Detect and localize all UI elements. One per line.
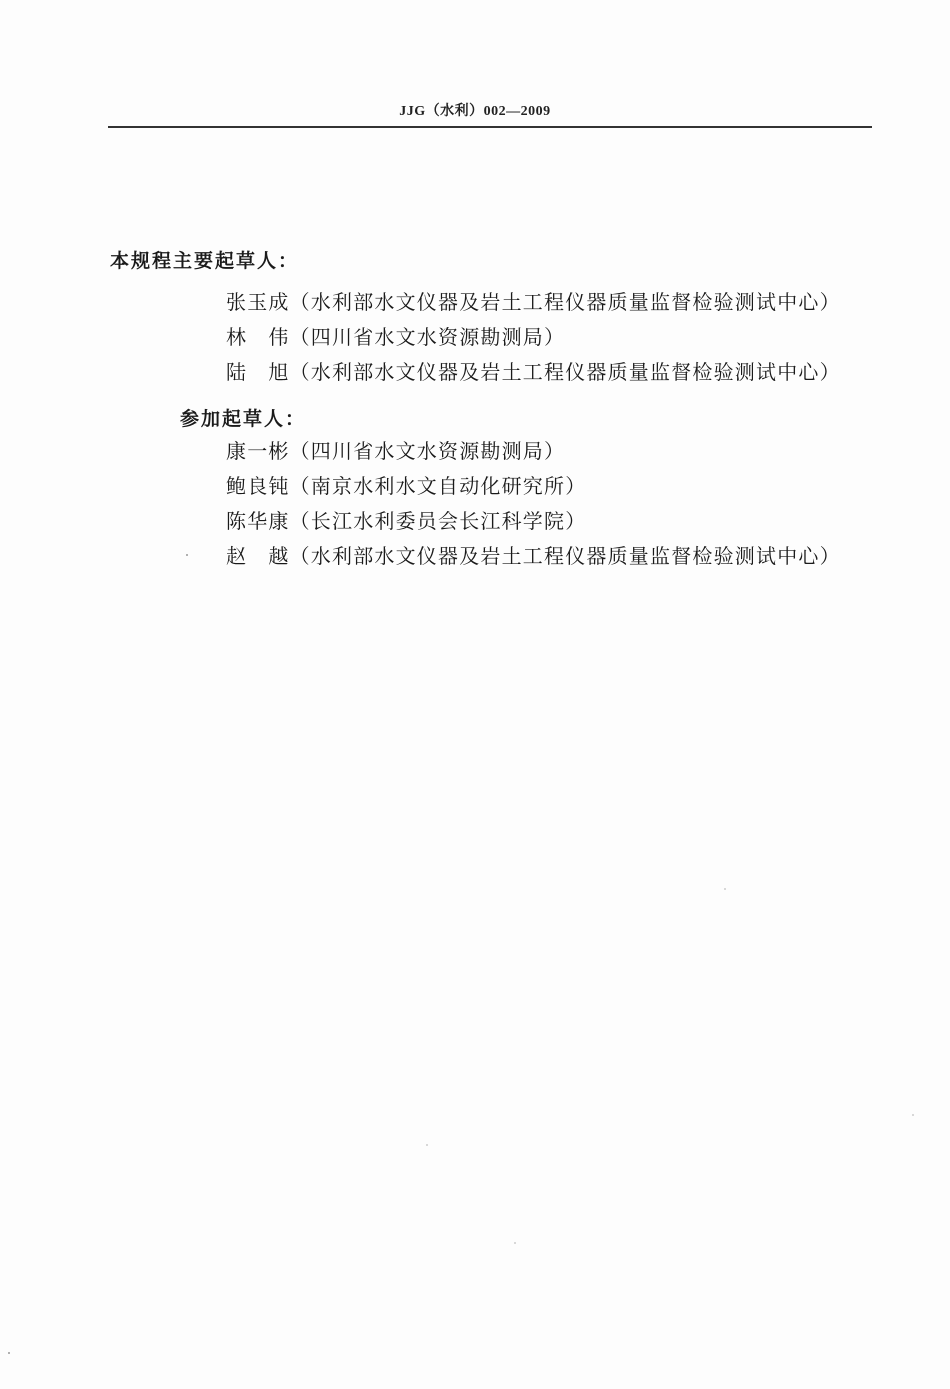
- participating-drafters-heading: 参加起草人：: [180, 408, 307, 430]
- scan-speck: [514, 1242, 516, 1244]
- main-drafters-heading: 本规程主要起草人：: [110, 250, 300, 272]
- main-drafter-entry: 张玉成（水利部水文仪器及岩土工程仪器质量监督检验测试中心）: [226, 290, 841, 314]
- participating-drafter-entry: 康一彬（四川省水文水资源勘测局）: [226, 439, 566, 463]
- main-drafter-entry: 林 伟（四川省水文水资源勘测局）: [226, 325, 566, 349]
- participating-drafter-entry: 陈华康（长江水利委员会长江科学院）: [226, 509, 587, 533]
- main-drafter-entry: 陆 旭（水利部水文仪器及岩土工程仪器质量监督检验测试中心）: [226, 360, 841, 384]
- scan-speck: [724, 888, 726, 890]
- participating-drafter-entry: 赵 越（水利部水文仪器及岩土工程仪器质量监督检验测试中心）: [226, 544, 841, 568]
- running-header-standard-code: JJG（水利）002—2009: [399, 104, 551, 119]
- scan-speck: [912, 1114, 914, 1116]
- scan-speck: [426, 1144, 428, 1146]
- header-rule: [108, 126, 872, 128]
- participating-drafter-entry: 鲍良钝（南京水利水文自动化研究所）: [226, 474, 587, 498]
- scan-speck: [8, 1352, 10, 1354]
- scan-speck: [186, 554, 188, 556]
